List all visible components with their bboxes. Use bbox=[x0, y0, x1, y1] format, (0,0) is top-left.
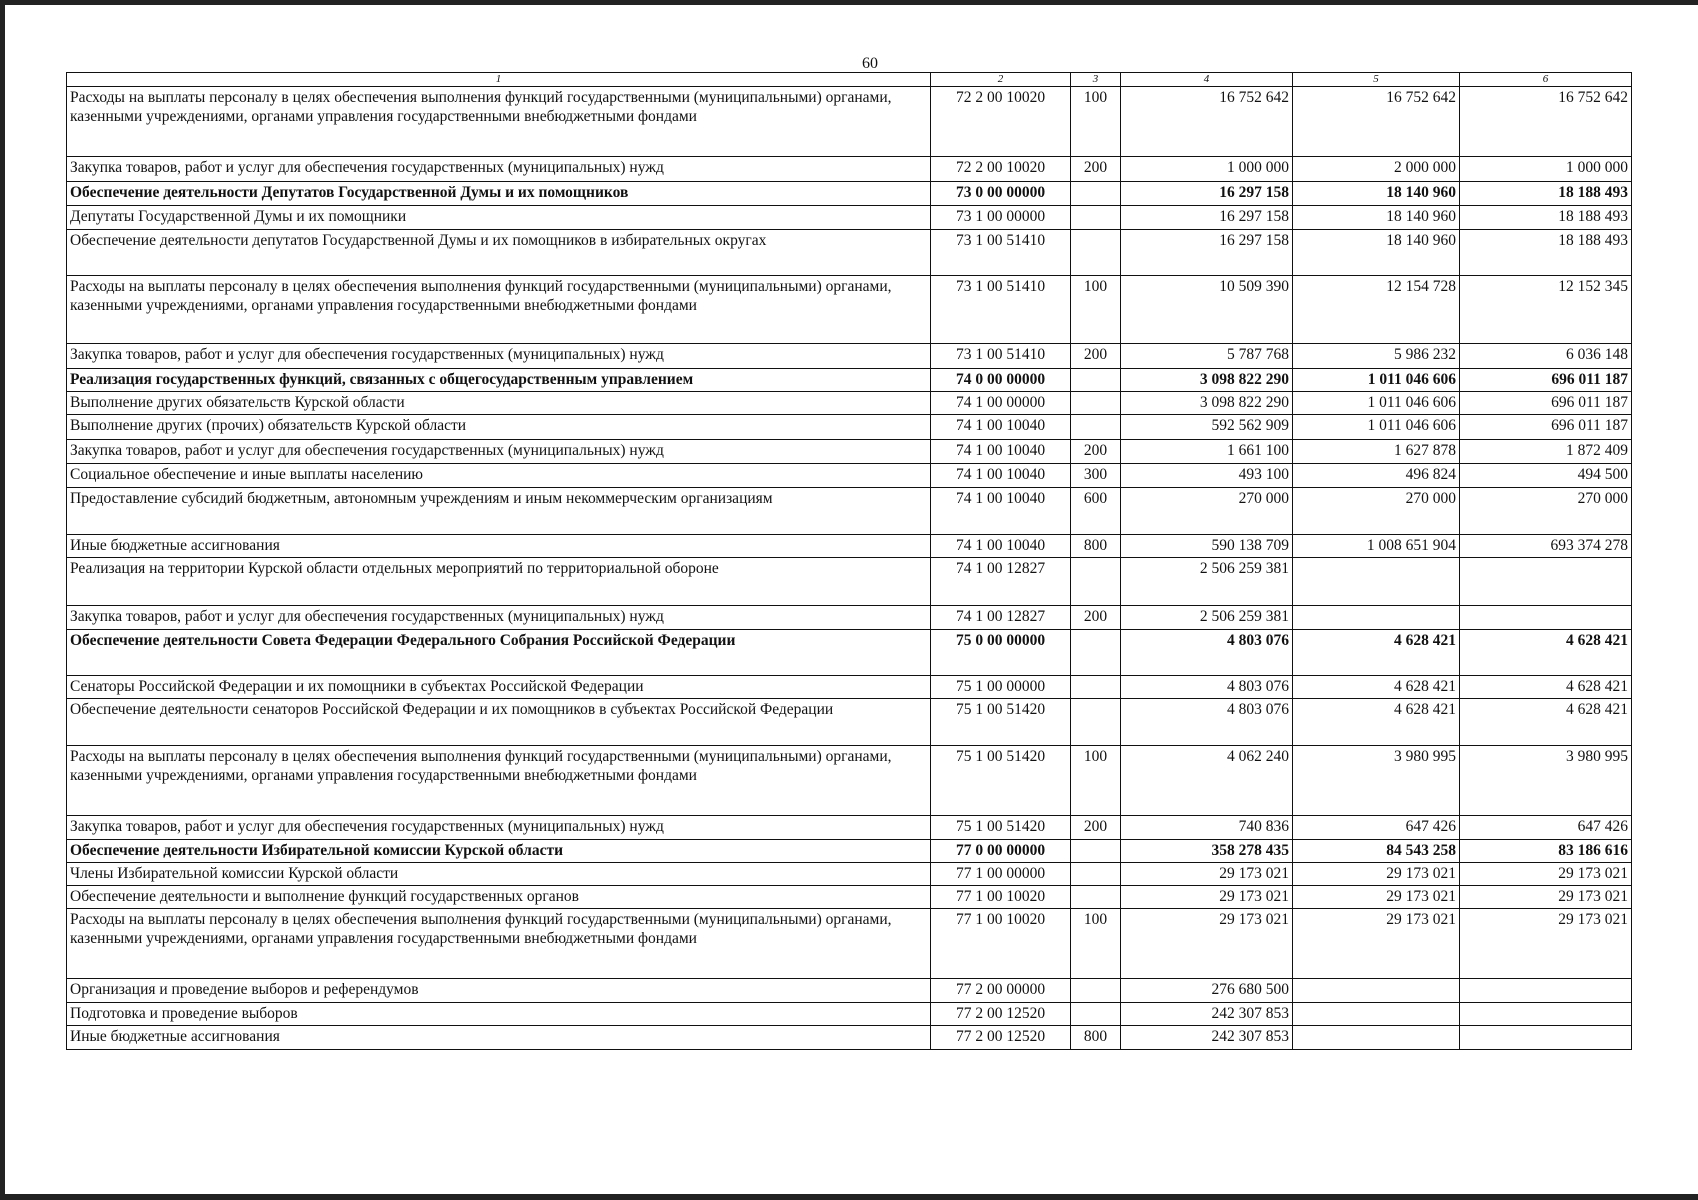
column-number-row bbox=[67, 73, 1632, 87]
amount-col4-cell: 3 098 822 290 bbox=[1121, 392, 1293, 415]
amount-col6-cell: 18 188 493 bbox=[1460, 230, 1632, 276]
amount-col6-cell bbox=[1460, 1003, 1632, 1026]
row-name-cell: Обеспечение деятельности и выполнение функций государственных органов bbox=[67, 886, 931, 909]
amount-col5-cell: 270 000 bbox=[1293, 488, 1460, 535]
target-article-code-cell: 75 0 00 00000 bbox=[931, 630, 1071, 676]
row-name-cell: Депутаты Государственной Думы и их помощники bbox=[67, 206, 931, 230]
amount-col6-cell: 29 173 021 bbox=[1460, 863, 1632, 886]
table-row bbox=[67, 182, 1632, 206]
row-name-cell: Обеспечение деятельности сенаторов Российской Федерации и их помощников в субъектах Российской Федерации bbox=[67, 699, 931, 746]
amount-col4-cell: 242 307 853 bbox=[1121, 1003, 1293, 1026]
amount-col5-cell: 3 980 995 bbox=[1293, 746, 1460, 816]
amount-col6-cell bbox=[1460, 606, 1632, 630]
table-row bbox=[67, 816, 1632, 840]
scan-border-left bbox=[0, 0, 5, 1200]
table-row bbox=[67, 369, 1632, 392]
amount-col5-cell bbox=[1293, 558, 1460, 606]
target-article-code-cell: 74 1 00 10040 bbox=[931, 535, 1071, 558]
expense-type-code-cell bbox=[1071, 206, 1121, 230]
amount-col4-cell: 1 000 000 bbox=[1121, 157, 1293, 182]
expense-type-code-cell bbox=[1071, 1003, 1121, 1026]
target-article-code-cell: 75 1 00 51420 bbox=[931, 699, 1071, 746]
amount-col4-cell: 242 307 853 bbox=[1121, 1026, 1293, 1050]
row-name-cell: Закупка товаров, работ и услуг для обеспечения государственных (муниципальных) нужд bbox=[67, 816, 931, 840]
budget-table bbox=[66, 72, 1632, 1050]
target-article-code-cell: 77 0 00 00000 bbox=[931, 840, 1071, 863]
amount-col4-cell: 590 138 709 bbox=[1121, 535, 1293, 558]
table-row bbox=[67, 535, 1632, 558]
column-number-2: 2 bbox=[931, 73, 1071, 87]
amount-col5-cell bbox=[1293, 606, 1460, 630]
budget-table-body bbox=[67, 73, 1632, 1050]
amount-col4-cell: 2 506 259 381 bbox=[1121, 606, 1293, 630]
column-number-1: 1 bbox=[67, 73, 931, 87]
target-article-code-cell: 73 1 00 51410 bbox=[931, 344, 1071, 369]
column-number-3: 3 bbox=[1071, 73, 1121, 87]
amount-col6-cell: 4 628 421 bbox=[1460, 699, 1632, 746]
expense-type-code-cell bbox=[1071, 230, 1121, 276]
table-row bbox=[67, 746, 1632, 816]
amount-col5-cell: 4 628 421 bbox=[1293, 676, 1460, 699]
row-name-cell: Обеспечение деятельности депутатов Государственной Думы и их помощников в избирательных округах bbox=[67, 230, 931, 276]
expense-type-code-cell: 200 bbox=[1071, 816, 1121, 840]
row-name-cell: Подготовка и проведение выборов bbox=[67, 1003, 931, 1026]
row-name-cell: Иные бюджетные ассигнования bbox=[67, 1026, 931, 1050]
amount-col6-cell: 29 173 021 bbox=[1460, 886, 1632, 909]
amount-col5-cell: 2 000 000 bbox=[1293, 157, 1460, 182]
expense-type-code-cell bbox=[1071, 699, 1121, 746]
amount-col4-cell: 16 752 642 bbox=[1121, 87, 1293, 157]
expense-type-code-cell: 200 bbox=[1071, 344, 1121, 369]
row-name-cell: Закупка товаров, работ и услуг для обеспечения государственных (муниципальных) нужд bbox=[67, 157, 931, 182]
amount-col4-cell: 4 803 076 bbox=[1121, 630, 1293, 676]
amount-col6-cell: 1 872 409 bbox=[1460, 440, 1632, 464]
table-row bbox=[67, 276, 1632, 344]
target-article-code-cell: 73 1 00 00000 bbox=[931, 206, 1071, 230]
expense-type-code-cell bbox=[1071, 840, 1121, 863]
row-name-cell: Обеспечение деятельности Совета Федерации Федерального Собрания Российской Федерации bbox=[67, 630, 931, 676]
row-name-cell: Реализация на территории Курской области отдельных мероприятий по территориальной обороне bbox=[67, 558, 931, 606]
amount-col5-cell: 18 140 960 bbox=[1293, 230, 1460, 276]
amount-col4-cell: 740 836 bbox=[1121, 816, 1293, 840]
amount-col5-cell: 1 011 046 606 bbox=[1293, 369, 1460, 392]
table-row bbox=[67, 606, 1632, 630]
expense-type-code-cell: 800 bbox=[1071, 1026, 1121, 1050]
expense-type-code-cell: 200 bbox=[1071, 606, 1121, 630]
amount-col6-cell bbox=[1460, 558, 1632, 606]
amount-col4-cell: 358 278 435 bbox=[1121, 840, 1293, 863]
amount-col4-cell: 16 297 158 bbox=[1121, 230, 1293, 276]
target-article-code-cell: 77 1 00 10020 bbox=[931, 909, 1071, 979]
amount-col5-cell: 5 986 232 bbox=[1293, 344, 1460, 369]
row-name-cell: Реализация государственных функций, связанных с общегосударственным управлением bbox=[67, 369, 931, 392]
table-row bbox=[67, 344, 1632, 369]
amount-col5-cell: 12 154 728 bbox=[1293, 276, 1460, 344]
amount-col6-cell: 693 374 278 bbox=[1460, 535, 1632, 558]
amount-col6-cell: 1 000 000 bbox=[1460, 157, 1632, 182]
amount-col6-cell: 12 152 345 bbox=[1460, 276, 1632, 344]
table-row bbox=[67, 440, 1632, 464]
amount-col4-cell: 592 562 909 bbox=[1121, 415, 1293, 440]
amount-col6-cell: 270 000 bbox=[1460, 488, 1632, 535]
amount-col5-cell bbox=[1293, 1026, 1460, 1050]
amount-col6-cell: 83 186 616 bbox=[1460, 840, 1632, 863]
amount-col4-cell: 29 173 021 bbox=[1121, 909, 1293, 979]
amount-col5-cell: 1 011 046 606 bbox=[1293, 415, 1460, 440]
amount-col6-cell: 18 188 493 bbox=[1460, 206, 1632, 230]
amount-col5-cell: 29 173 021 bbox=[1293, 863, 1460, 886]
amount-col4-cell: 4 803 076 bbox=[1121, 699, 1293, 746]
amount-col4-cell: 3 098 822 290 bbox=[1121, 369, 1293, 392]
expense-type-code-cell: 100 bbox=[1071, 87, 1121, 157]
amount-col6-cell: 494 500 bbox=[1460, 464, 1632, 488]
table-row bbox=[67, 464, 1632, 488]
amount-col4-cell: 2 506 259 381 bbox=[1121, 558, 1293, 606]
target-article-code-cell: 74 1 00 10040 bbox=[931, 440, 1071, 464]
amount-col6-cell: 4 628 421 bbox=[1460, 630, 1632, 676]
amount-col5-cell: 4 628 421 bbox=[1293, 630, 1460, 676]
target-article-code-cell: 77 2 00 12520 bbox=[931, 1003, 1071, 1026]
table-row bbox=[67, 157, 1632, 182]
row-name-cell: Выполнение других (прочих) обязательств Курской области bbox=[67, 415, 931, 440]
amount-col6-cell: 696 011 187 bbox=[1460, 415, 1632, 440]
amount-col5-cell: 18 140 960 bbox=[1293, 206, 1460, 230]
expense-type-code-cell bbox=[1071, 369, 1121, 392]
amount-col6-cell bbox=[1460, 979, 1632, 1003]
row-name-cell: Расходы на выплаты персоналу в целях обеспечения выполнения функций государственными (муниципальными) органами, казенными учреждениями, органами управления государственными внебюджетными фондами bbox=[67, 746, 931, 816]
amount-col5-cell: 1 011 046 606 bbox=[1293, 392, 1460, 415]
scan-border-top bbox=[0, 0, 1698, 5]
amount-col6-cell: 696 011 187 bbox=[1460, 369, 1632, 392]
table-row bbox=[67, 558, 1632, 606]
row-name-cell: Расходы на выплаты персоналу в целях обеспечения выполнения функций государственными (муниципальными) органами, казенными учреждениями, органами управления государственными внебюджетными фондами bbox=[67, 909, 931, 979]
amount-col5-cell: 18 140 960 bbox=[1293, 182, 1460, 206]
row-name-cell: Иные бюджетные ассигнования bbox=[67, 535, 931, 558]
amount-col4-cell: 4 062 240 bbox=[1121, 746, 1293, 816]
table-row bbox=[67, 886, 1632, 909]
amount-col5-cell: 29 173 021 bbox=[1293, 909, 1460, 979]
target-article-code-cell: 73 1 00 51410 bbox=[931, 230, 1071, 276]
expense-type-code-cell: 100 bbox=[1071, 746, 1121, 816]
table-row bbox=[67, 630, 1632, 676]
target-article-code-cell: 73 1 00 51410 bbox=[931, 276, 1071, 344]
expense-type-code-cell bbox=[1071, 558, 1121, 606]
target-article-code-cell: 74 1 00 10040 bbox=[931, 415, 1071, 440]
amount-col4-cell: 4 803 076 bbox=[1121, 676, 1293, 699]
table-row bbox=[67, 1003, 1632, 1026]
row-name-cell: Расходы на выплаты персоналу в целях обеспечения выполнения функций государственными (муниципальными) органами, казенными учреждениями, органами управления государственными внебюджетными фондами bbox=[67, 87, 931, 157]
amount-col4-cell: 270 000 bbox=[1121, 488, 1293, 535]
amount-col5-cell: 84 543 258 bbox=[1293, 840, 1460, 863]
amount-col4-cell: 276 680 500 bbox=[1121, 979, 1293, 1003]
target-article-code-cell: 72 2 00 10020 bbox=[931, 87, 1071, 157]
expense-type-code-cell: 600 bbox=[1071, 488, 1121, 535]
target-article-code-cell: 77 2 00 12520 bbox=[931, 1026, 1071, 1050]
expense-type-code-cell bbox=[1071, 979, 1121, 1003]
amount-col6-cell: 4 628 421 bbox=[1460, 676, 1632, 699]
amount-col4-cell: 10 509 390 bbox=[1121, 276, 1293, 344]
expense-type-code-cell: 100 bbox=[1071, 909, 1121, 979]
row-name-cell: Закупка товаров, работ и услуг для обеспечения государственных (муниципальных) нужд bbox=[67, 440, 931, 464]
row-name-cell: Закупка товаров, работ и услуг для обеспечения государственных (муниципальных) нужд bbox=[67, 606, 931, 630]
amount-col5-cell bbox=[1293, 1003, 1460, 1026]
amount-col5-cell: 496 824 bbox=[1293, 464, 1460, 488]
expense-type-code-cell: 800 bbox=[1071, 535, 1121, 558]
table-row bbox=[67, 979, 1632, 1003]
table-row bbox=[67, 230, 1632, 276]
target-article-code-cell: 74 1 00 10040 bbox=[931, 488, 1071, 535]
row-name-cell: Организация и проведение выборов и референдумов bbox=[67, 979, 931, 1003]
expense-type-code-cell bbox=[1071, 630, 1121, 676]
target-article-code-cell: 77 1 00 00000 bbox=[931, 863, 1071, 886]
table-row bbox=[67, 863, 1632, 886]
amount-col4-cell: 1 661 100 bbox=[1121, 440, 1293, 464]
expense-type-code-cell: 300 bbox=[1071, 464, 1121, 488]
table-row bbox=[67, 415, 1632, 440]
column-number-5: 5 bbox=[1293, 73, 1460, 87]
row-name-cell: Предоставление субсидий бюджетным, автономным учреждениям и иным некоммерческим организациям bbox=[67, 488, 931, 535]
target-article-code-cell: 77 2 00 00000 bbox=[931, 979, 1071, 1003]
table-row bbox=[67, 392, 1632, 415]
target-article-code-cell: 74 0 00 00000 bbox=[931, 369, 1071, 392]
column-number-6: 6 bbox=[1460, 73, 1632, 87]
expense-type-code-cell: 100 bbox=[1071, 276, 1121, 344]
amount-col4-cell: 16 297 158 bbox=[1121, 182, 1293, 206]
table-row bbox=[67, 840, 1632, 863]
page-number: 60 bbox=[862, 55, 878, 72]
target-article-code-cell: 75 1 00 51420 bbox=[931, 816, 1071, 840]
amount-col5-cell: 647 426 bbox=[1293, 816, 1460, 840]
amount-col5-cell bbox=[1293, 979, 1460, 1003]
amount-col6-cell: 6 036 148 bbox=[1460, 344, 1632, 369]
amount-col6-cell: 647 426 bbox=[1460, 816, 1632, 840]
amount-col6-cell: 18 188 493 bbox=[1460, 182, 1632, 206]
amount-col4-cell: 29 173 021 bbox=[1121, 863, 1293, 886]
expense-type-code-cell bbox=[1071, 676, 1121, 699]
amount-col6-cell: 3 980 995 bbox=[1460, 746, 1632, 816]
table-row bbox=[67, 206, 1632, 230]
table-row bbox=[67, 676, 1632, 699]
amount-col5-cell: 1 627 878 bbox=[1293, 440, 1460, 464]
amount-col5-cell: 16 752 642 bbox=[1293, 87, 1460, 157]
expense-type-code-cell bbox=[1071, 392, 1121, 415]
target-article-code-cell: 77 1 00 10020 bbox=[931, 886, 1071, 909]
amount-col4-cell: 5 787 768 bbox=[1121, 344, 1293, 369]
amount-col6-cell: 696 011 187 bbox=[1460, 392, 1632, 415]
expense-type-code-cell bbox=[1071, 182, 1121, 206]
amount-col4-cell: 29 173 021 bbox=[1121, 886, 1293, 909]
target-article-code-cell: 74 1 00 12827 bbox=[931, 558, 1071, 606]
expense-type-code-cell: 200 bbox=[1071, 440, 1121, 464]
column-number-4: 4 bbox=[1121, 73, 1293, 87]
amount-col5-cell: 1 008 651 904 bbox=[1293, 535, 1460, 558]
expense-type-code-cell bbox=[1071, 415, 1121, 440]
expense-type-code-cell: 200 bbox=[1071, 157, 1121, 182]
row-name-cell: Сенаторы Российской Федерации и их помощники в субъектах Российской Федерации bbox=[67, 676, 931, 699]
target-article-code-cell: 75 1 00 51420 bbox=[931, 746, 1071, 816]
row-name-cell: Расходы на выплаты персоналу в целях обеспечения выполнения функций государственными (муниципальными) органами, казенными учреждениями, органами управления государственными внебюджетными фондами bbox=[67, 276, 931, 344]
amount-col4-cell: 493 100 bbox=[1121, 464, 1293, 488]
row-name-cell: Выполнение других обязательств Курской области bbox=[67, 392, 931, 415]
target-article-code-cell: 72 2 00 10020 bbox=[931, 157, 1071, 182]
amount-col4-cell: 16 297 158 bbox=[1121, 206, 1293, 230]
target-article-code-cell: 74 1 00 12827 bbox=[931, 606, 1071, 630]
expense-type-code-cell bbox=[1071, 886, 1121, 909]
row-name-cell: Социальное обеспечение и иные выплаты населению bbox=[67, 464, 931, 488]
target-article-code-cell: 74 1 00 00000 bbox=[931, 392, 1071, 415]
amount-col5-cell: 29 173 021 bbox=[1293, 886, 1460, 909]
amount-col5-cell: 4 628 421 bbox=[1293, 699, 1460, 746]
table-row bbox=[67, 699, 1632, 746]
target-article-code-cell: 75 1 00 00000 bbox=[931, 676, 1071, 699]
target-article-code-cell: 73 0 00 00000 bbox=[931, 182, 1071, 206]
scan-border-bottom bbox=[0, 1194, 1698, 1200]
table-row bbox=[67, 87, 1632, 157]
table-row bbox=[67, 909, 1632, 979]
target-article-code-cell: 74 1 00 10040 bbox=[931, 464, 1071, 488]
row-name-cell: Обеспечение деятельности Избирательной комиссии Курской области bbox=[67, 840, 931, 863]
table-row bbox=[67, 1026, 1632, 1050]
expense-type-code-cell bbox=[1071, 863, 1121, 886]
amount-col6-cell: 29 173 021 bbox=[1460, 909, 1632, 979]
amount-col6-cell bbox=[1460, 1026, 1632, 1050]
amount-col6-cell: 16 752 642 bbox=[1460, 87, 1632, 157]
row-name-cell: Закупка товаров, работ и услуг для обеспечения государственных (муниципальных) нужд bbox=[67, 344, 931, 369]
row-name-cell: Обеспечение деятельности Депутатов Государственной Думы и их помощников bbox=[67, 182, 931, 206]
table-row bbox=[67, 488, 1632, 535]
row-name-cell: Члены Избирательной комиссии Курской области bbox=[67, 863, 931, 886]
